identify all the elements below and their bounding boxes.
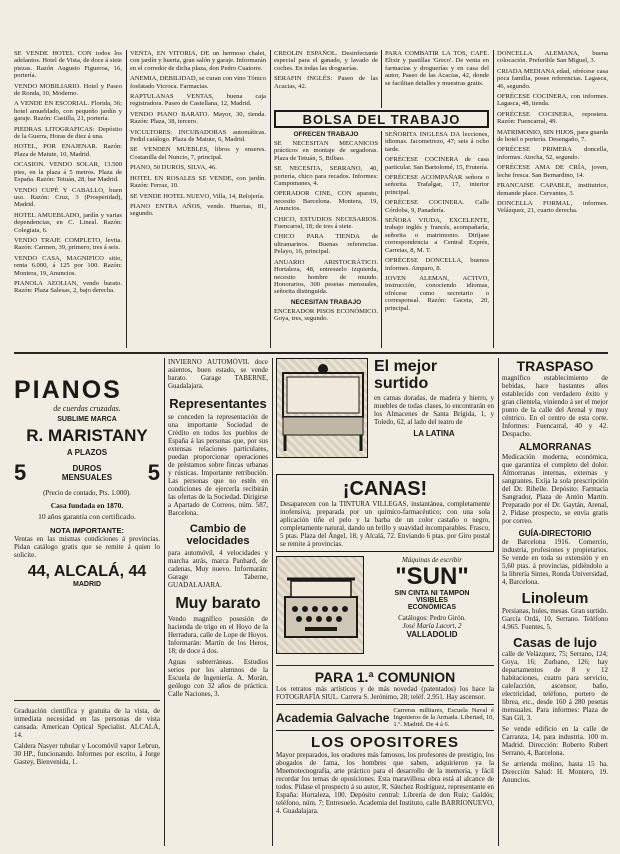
classified-ad: OFRÉCESE COCINERA. Calle Córdoba, 9, Panadería. [385,199,489,214]
classified-ad: OFRÉCESE DONCELLA, buenos informes. Amparo, 8. [385,257,489,272]
section-divider [14,352,608,354]
pianos-garantia: 10 años garantía con certificado. [38,512,136,521]
sun-title: "SUN" [395,563,469,590]
classified-ad: magnífico establecimiento de bebidas, hace bastantes años establecido con verdadero éxito y gran clientela, viniendo á ser el mejor punto de la calle del Arenal y muy céntrico. En el centro de esta corte. Informes: Fuencarral, 40 y 42. Despacho. [502,374,608,438]
classified-ad: Mayor preparados, los oradores más famosos, los profesores de prestigio, los abogados de fama, los hombres que saben, adquirieron ya la Mnemotecnografía, arte práctico para el desarrollo de la memoria, y fácil recordar los temas de oposiciones. Esta maravillosa obra está al alcance de todos. Pídase el prospecto á su autor, R. Sánchez Rodríguez, representante en España: Hortaleza, 100. Depósito central: Librería de don Ruiz; Galdós; teléfono, núm. 7; Entresuelo. Academia del Instituto, calle BARRIONUEVO, 4. Guadalajara. [276,751,494,815]
ad-heading: Academia Galvache [276,710,390,725]
classified-ad: VENDO TRAJE COMPLETO, levita. Razón: Carmen, 39, primero; tres á seis. [14,236,122,252]
classified-ad: VICULTORES: INCUBADORAS automáticas. Pedid catálogo. Plaza de Matute, 6, Madrid. [130,128,266,144]
left-ads-column [14,358,160,846]
classified-ad: INVIERNO AUTOMÓVIL doce asientos, buen estado, se vende barato. Garage TABERNE, Guadalajara. [168,358,268,390]
classified-ad: VENDO PIANO BARATO. Mayor, 30, tienda. Razón: Plaza, 38, tercero. [130,110,266,126]
classified-ad: PIANO ENTRA AÑOS, vendo. Huertas, 81, segundo. [130,202,266,218]
classified-ad: PIEDRAS LITOGRAFICAS: Depósito de la Guerra, Horas de diez á una. [14,125,122,141]
classified-ad: SERAFIN INGLÉS: Paseo de las Acacias, 42. [274,75,378,90]
newspaper-page [14,50,608,846]
theater-name: LA LATINA [413,429,455,438]
classified-ad: MATRIMONIO, SIN HIJOS, para guarda de hotel o portería. Desengaño, 7. [497,128,608,144]
classified-ad: VENDO CASA, MAGNIFICO sitio, renta 6.000, á 125 por 100. Razón: Montera, 19, Anuncios. [14,254,122,277]
classified-ad: CHICO, ESTUDIOS NECESARIOS. Fuencarral, 18; de tres á siete. [274,215,378,231]
classified-ad: SE VENDE HOTEL CON todos los adelantos. Hotel de Vista, de doce á siete piezas. Razón Augusto Figueroa, 16, portería. [14,50,122,80]
classified-ad: Aguas subterráneas. Estudios serios por los alumnos de la Escuela de Ingeniería. A. Morán, geólogo con 32 años de práctica. Calle Naciones, 3. [168,658,268,698]
classified-ad: se conceden la representación de una importante Sociedad de Crédito en todos los pueblos de España á las personas que, por sus extensas relaciones particulares, puedan proporcionar operaciones de préstamos sobre fincas urbanas y rústicas. Importante retribución. Las personas que no estén en condiciones de ejercerla recibirán las ofertas de la Sociedad. Dirigirse a Apartado de Correos, núm. 587, Barcelona. [168,413,268,517]
classified-ad: OFRÉCESE AMA DE CRÍA, joven, leche fresca. San Bernardino, 14. [497,164,608,179]
classified-ad: Carreras militares, Escuela Naval é Ingenieros de la Armada. Libertad, 10, 1.º. Madrid. De 4 á 6. [393,707,494,728]
top-column-4 [385,50,489,108]
ad-heading: ¡CANAS! [342,478,428,500]
classified-ad: HOTEL EN ROSALES SE VENDE, con jardín. Razón: Ferraz, 10. [130,174,266,190]
section-divider [14,700,160,701]
section-divider [276,665,494,666]
pianos-nota: Ventas en las mismas condiciones á provincias. Pidan catálogo gratis que se remite á quien lo solicite. [14,535,160,559]
pianos-casa: Casa fundada en 1870. [50,501,124,510]
classified-ad: ENCERADOR PISOS ECONÓMICO. Goya, tres, segundo. [274,307,378,323]
classified-ad: en camas doradas, de madera y hierro, y muebles de todas clases, lo encontrarán en los Almacenes de Santa Brígida, 1, y Toledo, 62, al lado del teatro de [374,394,494,426]
classified-ad: RAPTULANAS VENTAS, buena caja registradora. Paseo de Castellana, 12, Madrid. [130,93,266,108]
ad-heading: GUÍA-DIRECTORIO [518,529,592,538]
classified-ad: SEÑORITA INGLESA DA lecciones, idiomas. Jacometrezo, 47; seis á ocho tarde. [385,131,489,153]
column-rule [381,131,382,348]
top-column-2 [130,50,266,348]
classified-ad: CRIADA MEDIANA edad, ofrécese casa poca familia, posee referencias. Lagasca, 46, segundo. [497,67,608,90]
classified-ad: HOTEL AMUEBLADO, jardín y varias dependencias, en C. Lineal. Razón: Colegiata, 6. [14,211,122,234]
section-title: BOLSA DEL TRABAJO [274,110,489,128]
top-column-5 [497,50,608,348]
classified-ad: OFRÉCESE COCINERA, repostera. Razón: Fuencarral, 49. [497,110,608,126]
classified-ad: A VENDE EN ESCORIAL. Florida, 36; hotel amueblado, con pequeño jardín y garaje. Razón: Castilla, 21, portería. [14,100,122,123]
pianos-subtitle: de cuerdas cruzadas. [53,404,121,413]
classified-ad: Desaparecen con la TINTURA VILLEGAS, instantánea, completamente inofensiva, preparada por un químico-farmacéutico; con una sola aplicación tiñe el pelo y la barba de un color castaño o negro, completamente natural, dando un brillo y suavidad incomparables. Frasco, 5 ptas. Plaza del Ángel, 18, y Alcalá, 72. Enviando 6 ptas. por Giro postal se remite á provincias. [280,500,490,548]
ad-heading: El mejor surtido [374,358,438,392]
classified-ad: PIANO, 50 DUROS, SILVA, 46. [130,164,217,172]
column-rule [498,358,499,846]
pianos-address: 44, ALCALÁ, 44 [27,563,147,580]
ad-heading: LOS OPOSITORES [311,734,459,751]
column-rule [164,358,165,846]
column-rule [381,50,382,108]
classified-ad: OPERADOR CINE, CON aparato, necesito Barcelona. Montera, 19, Anuncios. [274,190,378,213]
pianos-marca: SUBLIME MARCA [57,416,117,423]
classified-ad: ANEMIA, DEBILIDAD, se curan con vino Tónico fosfatado Vicroca. Farmacias. [130,75,266,90]
classified-ad: para automóvil, 4 velocidades y marcha atrás, marca Panhard, de cadenas, Muy nuevo. Informarán: Garage Taberne, GUADALAJARA. [168,549,268,589]
classified-ad: Vendo magnífico posesión de hacienda de trigo en el Hoyo de la Herradura, calle de Lope de Hoyos. Informarán: Martín de los Heros, 18; de doce á dos. [168,615,268,655]
pianos-city: MADRID [73,581,101,588]
ad-heading: Muy barato [175,595,261,612]
classified-ad: FRANCAISE CAPABLE, institutrice, demande place. Cervantes, 3. [497,182,608,197]
ads-column-a [168,358,268,846]
sun-feature: VISIBLES [416,597,448,604]
classified-ad: PIANOLA AEOLIAN, vendo barato. Razón: Plaza Salesas, 2, bajo derecha. [14,279,122,295]
classified-ad: DONCELLA ALEMANA, buena colocación. Preferible San Miguel, 3. [497,50,608,65]
top-column-3 [274,50,378,108]
classified-ad: SEÑORA VIUDA, EXCELENTE, trabajo inglés y francés, acompañaría, señorita o matrimonio. Diríjase correspondencia a Central Exprés, Carretas, 8, M. T. [385,217,489,254]
ad-heading: ALMORRANAS [518,442,592,453]
pianos-title: PIANOS [14,376,122,404]
pianos-contado: (Precio de contado, Pts. 1.000). [43,489,131,497]
classified-ad: SE VENDE HOTEL NUEVO, Villa, 14, Relojería. [130,192,265,200]
column-rule [272,358,273,846]
ad-heading: Cambio de velocidades [186,523,250,547]
top-column-1 [14,50,122,348]
classified-ad: Caldera Nasyer tubular y Locomóvil vapor Lebrun, 30 HP., funcionando. Informes por escrito, á Jorge Gastey, Bienvenida, 1. [14,742,160,766]
classified-ad: DONCELLA FORMAL, informes. Velázquez, 21, cuarto derecha. [497,199,608,215]
bed-icon [277,359,369,459]
classified-ad: VENDO CUPÉ Y CABALLO, buen uso. Razón: Cruz, 3 (Prosperidad), Madrid. [14,186,122,209]
classified-ad: VENTA, EN VITORIA, DE un hermoso chalet, con jardín y huerta, gran salón y garaje. Informarán en el corredor de dicha plaza, don Pedro Cuatorre. [130,50,266,72]
pianos-brand: R. MARISTANY [26,426,148,445]
column-rule [270,50,271,348]
classified-ad: Medicación moderna, económica, que garantiza el completo del dolor. Almorranas internas, externas y sangrantes. Exija la sola prescripción del Dr. Ribelle. Depósito: Farmacia Sangrador, Plaza de Antón Martín. Preparado por el Dr. Gaytán, Arenal, 2. Pídase prospecto, se envía gratis por correo. [502,453,608,525]
classified-ad: SE VENDEN MUEBLES, libros y enseres. Costanilla del Nuncio, 7, principal. [130,146,266,161]
classified-ad: Graduación científica y gratuita de la vista, de inmediata necesidad en las personas de vista cansada. American Optical Specialist. ALCALÁ, 14. [14,707,160,739]
price-unit: DUROS [72,464,102,473]
classified-ad: SE NECESITAN MECANICOS prácticos en montaje de segadoras. Plaza de Tetuán, 5, Bilbao. [274,140,378,162]
price-period: MENSUALES [61,473,113,482]
subsection-title: NECESITAN TRABAJO [290,298,362,306]
classified-ad: PARA COMBATIR LA TOS, CAFÉ. Elixir y pastillas 'Greco'. De venta en farmacias y droguerías y en casa del autor, Paseo de las Acacias, 42, donde se facilitan detalles y muestras gratis. [385,50,489,87]
right-ads-column [502,358,608,846]
sun-address: José María Lacort, 2 [402,622,462,630]
subsection-title: OFRECEN TRABAJO [293,131,359,138]
classified-ad: JOVEN ALEMAN, ACTIVO, instrucción, conociendo idiomas, ofrécese como secretario o corresponsal. Razón: Gaceta, 20, principal. [385,274,489,312]
sun-feature: ECONÓMICAS [407,604,457,611]
classified-ad: Persianas, hules, mesas. Gran surtido. García Ordá, 10, Serrano. Teléfono 4.965. Fuentes, 5. [502,607,608,631]
pianos-plazos: A PLAZOS [66,448,108,457]
bed-illustration [276,358,368,458]
ad-heading: PARA 1.ª COMUNION [314,669,456,685]
classified-ad: de Barcelona 1916. Comercio, industria, profesiones y propietarios. Se vende en toda su extensión y en 5,60 ptas. á provincias, pidiéndolo a la librería Sintes, Ronda Universidad, 4, Barcelona. [502,538,608,586]
column-rule [493,50,494,348]
typewriter-illustration [276,556,364,654]
classified-ad: CHICO PARA TIENDA de ultramarinos. Buenas referencias. Pelayo, 16, principal. [274,233,378,256]
center-ads-column [276,358,494,846]
ad-heading: TRASPASO [516,358,594,374]
classified-ad: OFRÉCESE ACOMPAÑAR señora o señorita. Trafalgar, 17, interior principal. [385,174,489,196]
classified-ad: Los retratos más artísticos y de más novedad (patentados) los hace la FOTOGRAFÍA SIUL. Carrera S. Jerónimo, 28; teléf. 2.951. Hay ascensor. [276,685,494,701]
classified-ad: Se vende edificio en la calle de Carranza, 14, para industria. 100 m. Madrid. Dirección: Roberto Rubert Serrano, 4, Barcelona. [502,725,608,757]
classified-ad: SE NECESITA, SERRANO, 40, portería, chico para recados. Informes: Campomanes, 4. [274,165,378,188]
classified-ad: OFRÉCESE COCINERA de casa particular. San Bartolomé, 15, Frutería. [385,156,489,171]
classified-ad: ANUARIO ARISTOCRÁTICO. Hortaleza, 48, entresuelo izquierda, necesito hombre de mundo. Honorarios, 300 pesetas mensuales, señorita distinguida. [274,258,378,296]
pianos-nota-title: NOTA IMPORTANTE: [49,526,125,535]
ad-heading: Casas de lujo [513,635,597,650]
canas-ad [276,474,494,552]
classified-ad: OCASION. VENDO SOLAR, 13.500 pies, en la plaza á 5 metros. Plaza de España. Razón: Tetuán, 28, bar Madrid. [14,161,122,184]
classified-ad: VENDO MOBILIARIO. Hotel y Paseo de Ronda, 10, Moderno. [14,82,122,98]
sun-feature: SIN CINTA NI TAMPON [394,590,470,597]
classified-ad: OFRÉCESE COCINERA, con informes. Lagasca, 48, tienda. [497,93,608,108]
bolsa-del-trabajo [274,110,489,348]
ad-heading: Representantes [169,396,267,411]
sun-dealer: Catálogos: Pedro Girón. [398,614,466,622]
price-number-left: 5 [14,460,27,485]
typewriter-icon [277,557,365,655]
classified-ad: CREOLIN ESPAÑOL. Desinfectante especial para el ganado, y lavado de coches. En todas las droguerías. [274,50,378,72]
classified-ad: Se arrienda molino, hasta 15 ha. Dirección Salud: H. Montero, 19. Anuncios. [502,760,608,784]
ad-heading: Linoleum [521,590,589,607]
sun-city: VALLADOLID [406,630,458,639]
classified-ad: calle de Velázquez, 75; Serrano, 124; Goya, 16; Zurbano, 126; hay departamentos de 8 y 12 habitaciones, cuatro para servicio, calefacción, ascensor, baño, electricidad, teléfono, portero de librea, etc., desde 160 á 280 pesetas mensuales. Para informes: Plaza de San Gil, 3. [502,650,608,722]
price-number-right: 5 [147,460,160,485]
classified-ad: HOTEL, POR ENAJENAR. Razón: Plaza de Matute, 10, Madrid. [14,143,122,158]
classified-ad: OFRÉCESE PRIMERA doncella, informes. Atocha, 52, segundo. [497,146,608,161]
sun-pretitle: Máquinas de escribir [402,556,462,564]
column-rule [126,50,127,348]
